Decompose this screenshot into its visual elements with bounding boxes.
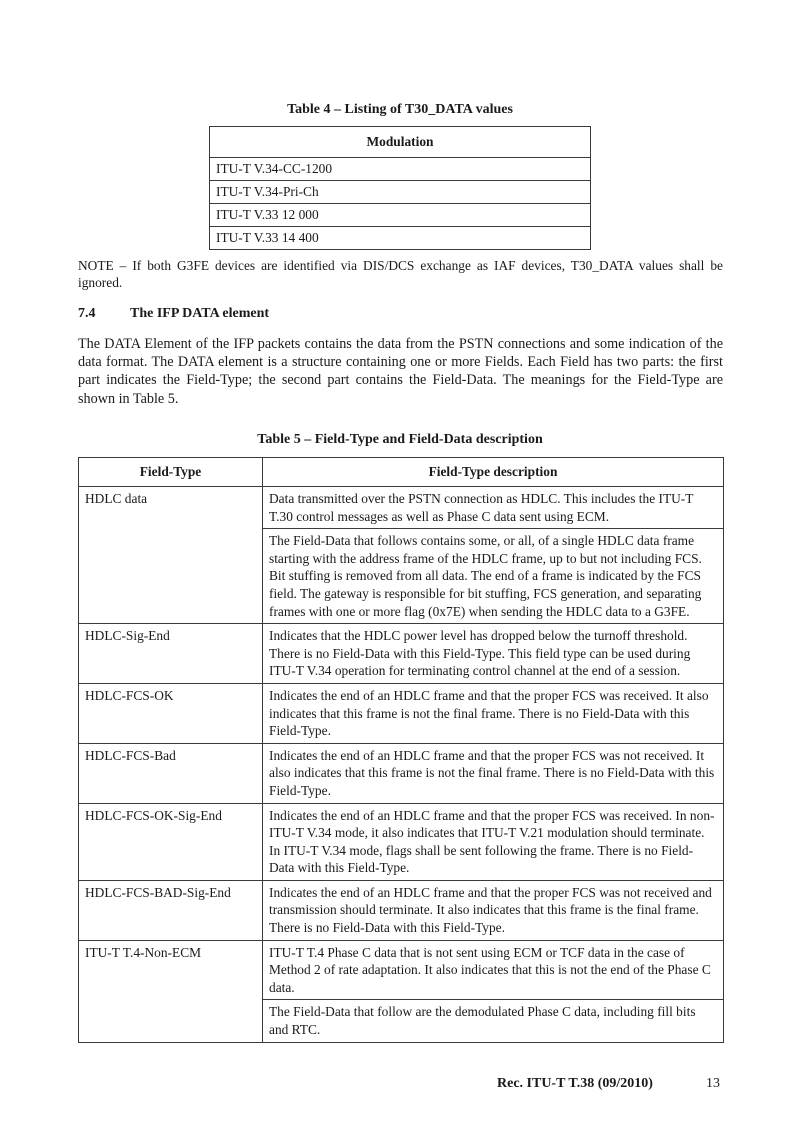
section-paragraph: The DATA Element of the IFP packets contains the data from the PSTN connections and some indication of the data format. The DATA element is a structure containing one or more Fields. Each Field has two parts: the first part indicates the Field-Type; the second part contains the Field-Data. The meanings for the Field-Type are shown in Table 5. [78, 336, 723, 407]
description-cell: ITU-T T.4 Phase C data that is not sent using ECM or TCF data in the case of Method 2 of rate adaptation. It also indicates that this is not the end of the Phase C data. [263, 940, 724, 1000]
field-type-cell: HDLC data [79, 487, 263, 624]
table4-note: NOTE – If both G3FE devices are identified via DIS/DCS exchange as IAF devices, T30_DATA values shall be ignored. [78, 258, 723, 291]
table-row [210, 204, 591, 227]
description-cell: Indicates the end of an HDLC frame and that the proper FCS was not received and transmission should terminate. It also indicates that this frame is the final frame. There is no Field-Data with this Field-Type. [263, 880, 724, 940]
table-row [79, 624, 724, 684]
table4-t30-data-values [209, 126, 591, 250]
description-cell: Indicates that the HDLC power level has dropped below the turnoff threshold. There is no Field-Data with this Field-Type. This field type can be used during ITU-T V.34 operation for terminating control channel at the end of a session. [263, 624, 724, 684]
table-header-field-type-description: Field-Type description [263, 458, 724, 487]
table4-caption: Table 4 – Listing of T30_DATA values [287, 102, 513, 117]
field-type-cell: HDLC-FCS-OK [79, 683, 263, 743]
description-cell: The Field-Data that follow are the demodulated Phase C data, including fill bits and RTC. [263, 1000, 724, 1042]
section-number: 7.4 [78, 306, 96, 321]
field-type-cell: HDLC-Sig-End [79, 624, 263, 684]
table5-caption: Table 5 – Field-Type and Field-Data description [257, 432, 543, 447]
table-row [210, 227, 591, 250]
table-row [79, 683, 724, 743]
field-type-cell: HDLC-FCS-Bad [79, 743, 263, 803]
table-row [210, 158, 591, 181]
table5-field-type-description [78, 457, 724, 1043]
field-type-cell: ITU-T T.4-Non-ECM [79, 940, 263, 1042]
table-cell: ITU-T V.33 12 000 [210, 204, 591, 227]
table-row [79, 487, 724, 529]
description-cell: Indicates the end of an HDLC frame and that the proper FCS was received. In non- ITU-T V.34 mode, it also indicates that ITU-T V.21 modulation should terminate. In ITU-T V.34 mode, flags shall be sent following the frame. There is no Field-Data with this Field-Type. [263, 803, 724, 880]
table-row [79, 803, 724, 880]
table-cell: ITU-T V.34-Pri-Ch [210, 181, 591, 204]
field-type-cell: HDLC-FCS-OK-Sig-End [79, 803, 263, 880]
description-cell: Indicates the end of an HDLC frame and that the proper FCS was received. It also indicates that this frame is not the final frame. There is no Field-Data with this Field-Type. [263, 683, 724, 743]
page-number: 13 [706, 1076, 720, 1091]
section-heading [78, 305, 269, 322]
table-header-modulation: Modulation [210, 127, 591, 158]
table-header-row [79, 458, 724, 487]
table-row [79, 743, 724, 803]
table-header-row [210, 127, 591, 158]
table-row [210, 181, 591, 204]
field-type-cell: HDLC-FCS-BAD-Sig-End [79, 880, 263, 940]
table-row [79, 880, 724, 940]
section-title: The IFP DATA element [130, 306, 270, 321]
footer-reference: Rec. ITU-T T.38 (09/2010) [497, 1076, 653, 1091]
table-row [79, 940, 724, 1000]
description-cell: Indicates the end of an HDLC frame and that the proper FCS was not received. It also indicates that this frame is not the final frame. There is no Field-Data with this Field-Type. [263, 743, 724, 803]
description-cell: The Field-Data that follows contains some, or all, of a single HDLC data frame starting with the address frame of the HDLC frame, up to but not including FCS. Bit stuffing is removed from all data. The end of a frame is indicated by the FCS field. The gateway is responsible for bit stuffing, FCS generation, and separating frames with one or more flag (0x7E) when sending the HDLC data to a G3FE. [263, 529, 724, 624]
table-cell: ITU-T V.34-CC-1200 [210, 158, 591, 181]
table-header-field-type: Field-Type [79, 458, 263, 487]
table-cell: ITU-T V.33 14 400 [210, 227, 591, 250]
description-cell: Data transmitted over the PSTN connection as HDLC. This includes the ITU-T T.30 control messages as well as Phase C data sent using ECM. [263, 487, 724, 529]
